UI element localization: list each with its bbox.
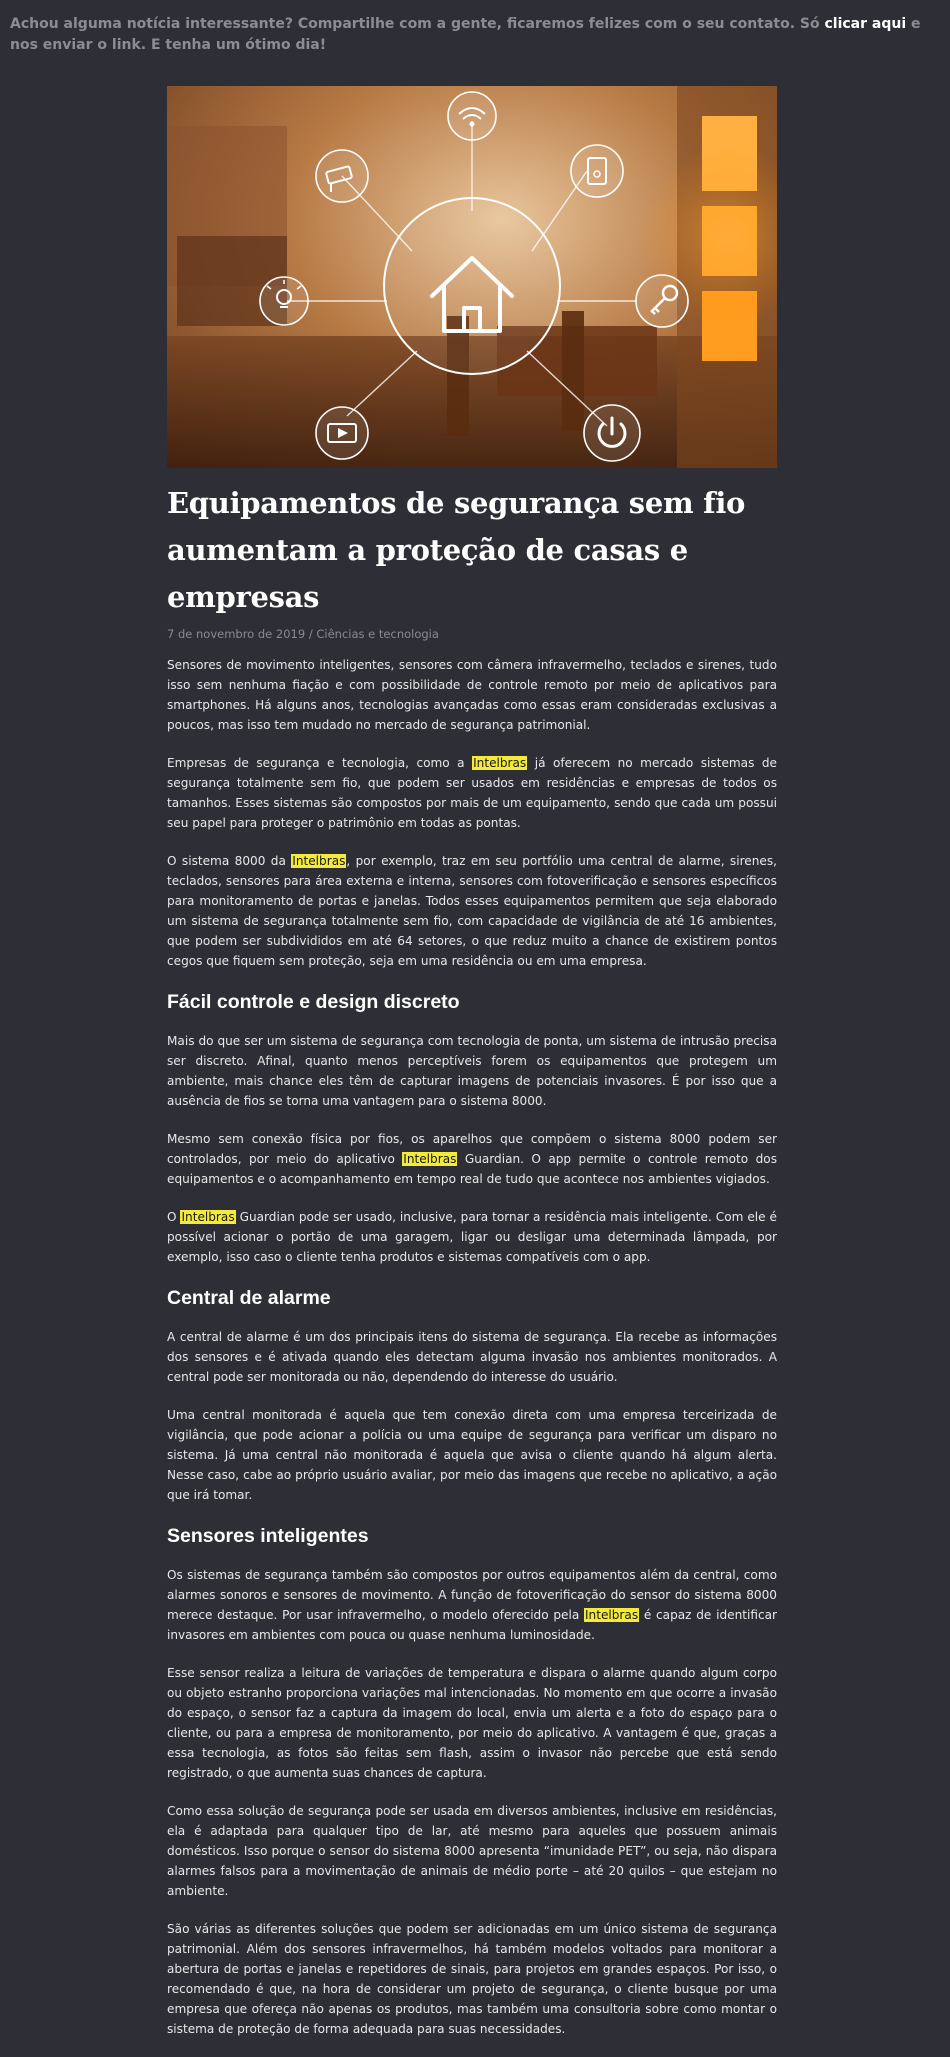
notice-text-before: Achou alguma notícia interessante? Compartilhe com a gente, ficaremos felizes com o seu contato. Só <box>10 16 825 32</box>
lightbulb-icon <box>260 277 308 325</box>
key-icon <box>636 275 688 327</box>
article <box>167 86 777 2057</box>
paragraph-11: Como essa solução de segurança pode ser usada em diversos ambientes, inclusive em residências, ela é adaptada para qualquer tipo de lar, até mesmo para aqueles que possuem animais domésticos. Isso porque o sensor do sistema 8000 apresenta “imunidade PET”, ou seja, não dispara alarmes falsos para a movimentação de animais de médio porte – até 20 quilos – que estejam no ambiente. <box>167 1804 777 1898</box>
paragraph-3: O sistema 8000 da Intelbras, por exemplo, traz em seu portfólio uma central de alarme, sirenes, teclados, sensores para área externa e interna, sensores com fotoverificação e sensores específicos para monitoramento de portas e janelas. Todos esses equipamentos permitem que seja elaborado um sistema de segurança totalmente sem fio, com capacidade de vigilância de até 16 ambientes, que podem ser subdivididos em até 64 setores, o que reduz muito a chance de existirem pontos cegos que fiquem sem proteção, seja em uma residência ou em uma empresa. <box>167 854 777 968</box>
brand-highlight: Intelbras <box>181 1210 235 1224</box>
paragraph-5: Mesmo sem conexão física por fios, os aparelhos que compõem o sistema 8000 podem ser controlados, por meio do aplicativo Intelbras Guardian. O app permite o controle remoto dos equipamentos e o acompanhamento em tempo real de tudo que acontece nos ambientes vigiados. <box>167 1132 777 1186</box>
section-heading-alarm: Central de alarme <box>167 1287 331 1309</box>
meta-separator: / <box>305 627 317 641</box>
house-icon <box>384 198 560 374</box>
paragraph-6: O Intelbras Guardian pode ser usado, inclusive, para tornar a residência mais inteligente. Com ele é possível acionar o portão de uma garagem, ligar ou desligar uma determinada lâmpada, por exemplo, isso caso o cliente tenha produtos e sistemas compatíveis com o app. <box>167 1210 777 1264</box>
paragraph-12: São várias as diferentes soluções que podem ser adicionadas em um único sistema de segurança patrimonial. Além dos sensores infravermelhos, há também modelos voltados para monitorar a abertura de portas e janelas e repetidores de sinais, para projetos em grandes espaços. Por isso, o recomendado é que, na hora de considerar um projeto de segurança, o cliente busque por uma empresa que ofereça não apenas os produtos, mas também uma consultoria sobre como montar o sistema de proteção de forma adequada para suas necessidades. <box>167 1922 777 2036</box>
notice-link[interactable]: clicar aqui <box>824 16 907 32</box>
hero-image <box>167 86 777 468</box>
notice-text-after: e nos enviar o link. E tenha um ótimo dia! <box>10 16 921 53</box>
paragraph-2: Empresas de segurança e tecnologia, como a Intelbras já oferecem no mercado sistemas de segurança totalmente sem fio, que podem ser usados em residências e empresas de todos os tamanhos. Esses sistemas são compostos por mais de um equipamento, sendo que cada um possui seu papel para proteger o patrimônio em todas as pontas. <box>167 756 777 830</box>
power-icon <box>584 405 640 461</box>
paragraph-10: Esse sensor realiza a leitura de variações de temperatura e dispara o alarme quando algum corpo ou objeto estranho proporciona variações mal intencionadas. No momento em que ocorre a invasão do espaço, o sensor faz a captura da imagem do local, envia um alerta e a foto do espaço para o cliente, ou para a empresa de monitoramento, por meio do aplicativo. A vantagem é que, graças a essa tecnologia, as fotos são feitas sem flash, assim o invasor não percebe que está sendo registrado, o que aumenta suas chances de captura. <box>167 1666 777 1780</box>
paragraph-7: A central de alarme é um dos principais itens do sistema de segurança. Ela recebe as informações dos sensores e é ativada quando eles detectam alguma invasão nos ambientes monitorados. A central pode ser monitorada ou não, dependendo do interesse do usuário. <box>167 1330 777 1384</box>
article-meta <box>167 627 777 641</box>
video-icon <box>316 407 368 459</box>
wifi-icon <box>448 92 496 140</box>
article-category[interactable]: Ciências e tecnologia <box>316 627 439 641</box>
camera-icon <box>316 150 368 202</box>
door-lock-icon <box>571 145 623 197</box>
paragraph-9: Os sistemas de segurança também são compostos por outros equipamentos além da central, como alarmes sonoros e sensores de movimento. A função de fotoverificação do sensor do sistema 8000 merece destaque. Por usar infravermelho, o modelo oferecido pela Intelbras é capaz de identificar invasores em ambientes com pouca ou quase nenhuma luminosidade. <box>167 1568 777 1642</box>
brand-highlight: Intelbras <box>403 1152 457 1166</box>
article-title: Equipamentos de segurança sem fio aumentam a proteção de casas e empresas <box>167 486 746 614</box>
paragraph-1: Sensores de movimento inteligentes, sensores com câmera infravermelho, teclados e sirenes, tudo isso sem nenhuma fiação e com possibilidade de controle remoto por meio de aplicativos para smartphones. Há alguns anos, tecnologias avançadas como essas eram consideradas exclusivas a poucos, mas isso tem mudado no mercado de segurança patrimonial. <box>167 658 777 732</box>
section-heading-sensors: Sensores inteligentes <box>167 1525 369 1547</box>
paragraph-8: Uma central monitorada é aquela que tem conexão direta com uma empresa terceirizada de vigilância, que pode acionar a polícia ou uma equipe de segurança para verificar um disparo no sistema. Já uma central não monitorada é aquela que avisa o cliente quando há algum alerta. Nesse caso, cabe ao próprio usuário avaliar, por meio das imagens que recebe no aplicativo, a ação que irá tomar. <box>167 1408 777 1502</box>
section-heading-control: Fácil controle e design discreto <box>167 991 460 1013</box>
brand-highlight: Intelbras <box>473 756 527 770</box>
share-notice <box>0 0 950 56</box>
smart-home-illustration <box>167 86 777 468</box>
article-date: 7 de novembro de 2019 <box>167 627 306 641</box>
brand-highlight: Intelbras <box>584 1608 639 1622</box>
brand-highlight: Intelbras <box>292 854 346 868</box>
paragraph-4: Mais do que ser um sistema de segurança com tecnologia de ponta, um sistema de intrusão precisa ser discreto. Afinal, quanto menos perceptíveis forem os equipamentos que protegem um ambiente, mais chance eles têm de capturar imagens de potenciais invasores. É por isso que a ausência de fios se torna uma vantagem para o sistema 8000. <box>167 1034 777 1108</box>
